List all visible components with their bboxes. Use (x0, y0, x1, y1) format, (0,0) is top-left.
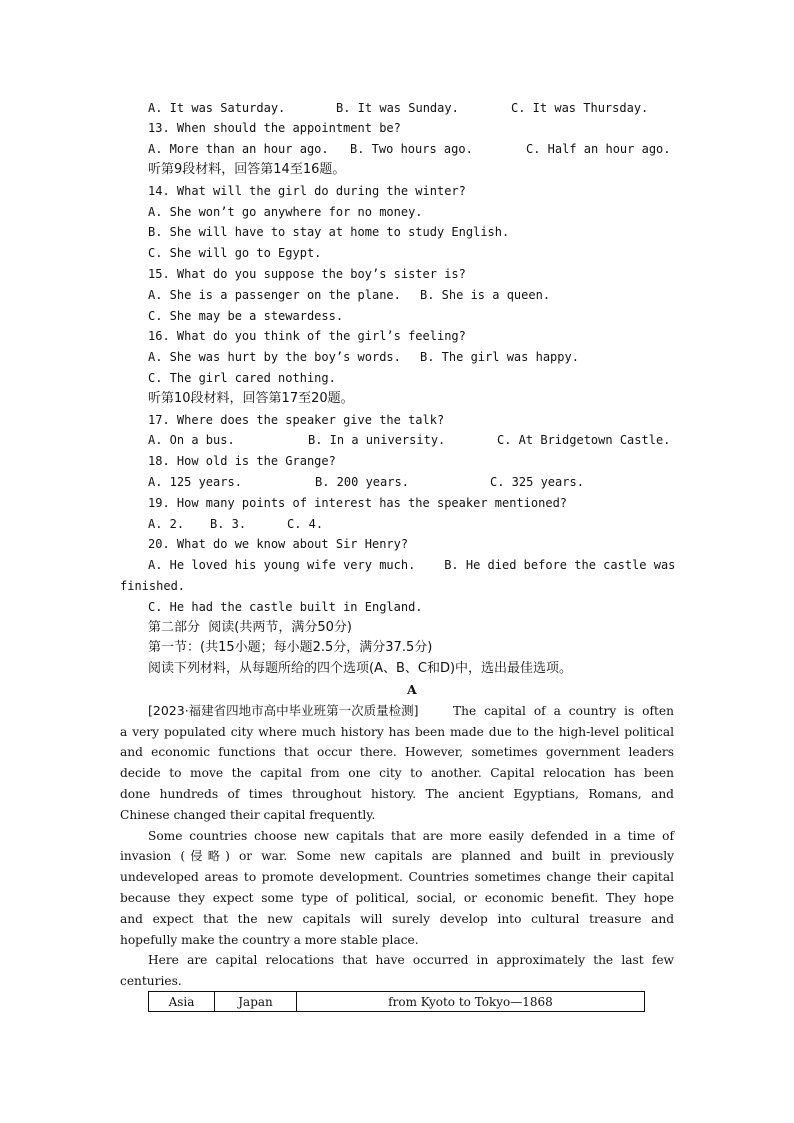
q20-option-c: C. He had the castle built in England. (148, 600, 423, 614)
question-20: 20. What do we know about Sir Henry? (148, 537, 409, 551)
q19-option-c: C. 4. (287, 517, 324, 531)
q13-option-a: A. More than an hour ago. (148, 142, 329, 156)
part-2-title: 第二部分 阅读(共两节，满分50分) (148, 620, 352, 635)
paragraph-2-line-4: because they expect some type of political, social, or economic benefit. They hope (120, 891, 674, 905)
section-1-title: 第一节：(共15小题；每小题2.5分，满分37.5分) (148, 640, 433, 655)
q16-option-b: B. The girl was happy. (420, 350, 579, 364)
paragraph-1-line-2: a very populated city where much history has been made due to the high-level political (120, 725, 674, 739)
q18-option-c: C. 325 years. (490, 475, 584, 489)
q15-option-b: B. She is a queen. (420, 288, 551, 302)
table-cell-continent: Asia (149, 992, 215, 1011)
q20-option-a-line1: A. He loved his young wife very much. B. He died before the castle was (148, 558, 676, 572)
q12-option-a: A. It was Saturday. (148, 101, 286, 115)
q15-option-a: A. She is a passenger on the plane. (148, 288, 401, 302)
paragraph-2-line-5: and expect that the new capitals will surely develop into cultural treasure and (120, 912, 674, 926)
reading-instructions: 阅读下列材料，从每题所给的四个选项(A、B、C和D)中，选出最佳选项。 (148, 661, 573, 676)
table-cell-country: Japan (215, 992, 297, 1011)
paragraph-1-line-4: decide to move the capital from one city to another. Capital relocation has been (120, 766, 674, 780)
q12-option-c: C. It was Thursday. (511, 101, 649, 115)
table-cell-relocation: from Kyoto to Tokyo—1868 (388, 994, 553, 1009)
q19-option-a: A. 2. (148, 517, 185, 531)
section-10-heading: 听第10段材料，回答第17至20题。 (148, 391, 354, 406)
paragraph-3-last-line: centuries. (120, 974, 182, 988)
question-17: 17. Where does the speaker give the talk? (148, 413, 445, 427)
q16-option-c: C. The girl cared nothing. (148, 371, 336, 385)
q13-option-c: C. Half an hour ago. (526, 142, 671, 156)
q18-option-b: B. 200 years. (315, 475, 409, 489)
paragraph-2-last-line: hopefully make the country a more stable place. (120, 933, 419, 947)
q16-option-a: A. She was hurt by the boy’s words. (148, 350, 401, 364)
question-13: 13. When should the appointment be? (148, 121, 401, 135)
question-14: 14. What will the girl do during the winter? (148, 184, 466, 198)
paragraph-2-line-1: Some countries choose new capitals that are more easily defended in a time of (148, 829, 674, 843)
q20-option-a-line2: finished. (120, 579, 186, 593)
q14-option-c: C. She will go to Egypt. (148, 246, 322, 260)
q15-option-c: C. She may be a stewardess. (148, 309, 344, 323)
q17-option-b: B. In a university. (308, 433, 446, 447)
paragraph-2-line-2: invasion (侵略) or war. Some new capitals are planned and built in previously (120, 849, 674, 863)
paragraph-1-last-line: Chinese changed their capital frequently. (120, 808, 376, 822)
q14-option-a: A. She won’t go anywhere for no money. (148, 205, 423, 219)
passage-label: A (407, 682, 417, 697)
question-19: 19. How many points of interest has the speaker mentioned? (148, 496, 568, 510)
question-18: 18. How old is the Grange? (148, 454, 336, 468)
paragraph-2-line-3: undeveloped areas to promote development. Countries sometimes change their capital (120, 870, 674, 884)
paragraph-1-line-3: and economic functions that occur there. However, sometimes government leaders (120, 745, 674, 759)
section-9-heading: 听第9段材料，回答第14至16题。 (148, 162, 346, 177)
question-15: 15. What do you suppose the boy’s sister is? (148, 267, 466, 281)
source-tag: [2023·福建省四地市高中毕业班第一次质量检测] (148, 703, 419, 718)
capital-relocation-table (148, 991, 645, 1012)
paragraph-1-line-1: The capital of a country is often (453, 704, 674, 718)
q18-option-a: A. 125 years. (148, 475, 242, 489)
q19-option-b: B. 3. (210, 517, 247, 531)
paragraph-1-line-5: done hundreds of times throughout history. The ancient Egyptians, Romans, and (120, 787, 674, 801)
q17-option-a: A. On a bus. (148, 433, 235, 447)
q12-option-b: B. It was Sunday. (336, 101, 459, 115)
q14-option-b: B. She will have to stay at home to study English. (148, 225, 510, 239)
q17-option-c: C. At Bridgetown Castle. (497, 433, 671, 447)
question-16: 16. What do you think of the girl’s feeling? (148, 329, 466, 343)
q13-option-b: B. Two hours ago. (350, 142, 473, 156)
paragraph-3-line-1: Here are capital relocations that have occurred in approximately the last few (148, 953, 674, 967)
